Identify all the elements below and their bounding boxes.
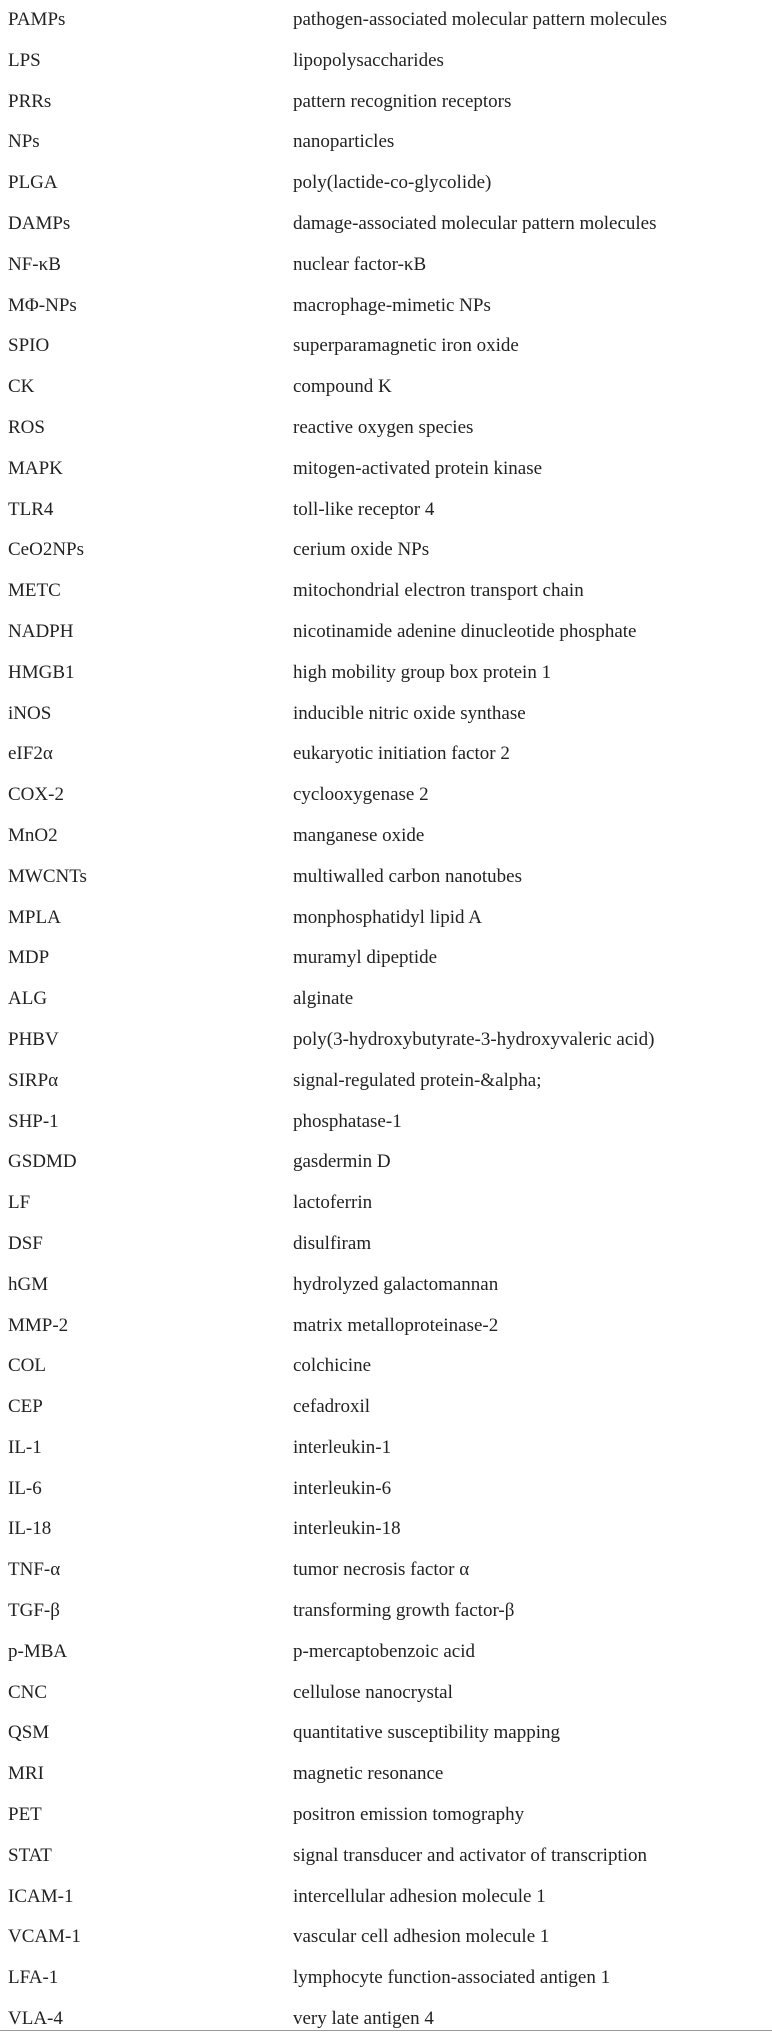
abbreviation-cell: eIF2α [8,743,53,765]
abbreviation-cell: TGF-β [8,1600,60,1622]
table-row [0,490,772,531]
definition-cell: interleukin-6 [293,1477,392,1499]
table-row [0,204,772,245]
definition-cell: interleukin-1 [293,1436,392,1458]
abbreviation-cell: PLGA [8,172,58,194]
definition-cell: nicotinamide adenine dinucleotide phosphate [293,620,637,642]
table-row [0,408,772,449]
abbreviation-cell: SPIO [8,335,50,357]
definition-cell: interleukin-18 [293,1518,401,1540]
table-row [0,449,772,490]
abbreviation-cell: SHP-1 [8,1110,59,1132]
definition-cell: signal transducer and activator of transcription [293,1844,648,1866]
definition-cell: manganese oxide [293,824,425,846]
table-row [0,1632,772,1673]
definition-cell: monphosphatidyl lipid A [293,906,482,928]
table-row [0,1224,772,1265]
definition-cell: macrophage-mimetic NPs [293,294,491,316]
abbreviation-cell: CeO2NPs [8,539,85,561]
definition-cell: quantitative susceptibility mapping [293,1722,561,1744]
abbreviation-cell: LF [8,1192,31,1214]
definition-cell: lipopolysaccharides [293,49,444,71]
table-row [0,82,772,123]
definition-cell: hydrolyzed galactomannan [293,1273,499,1295]
definition-cell: toll-like receptor 4 [293,498,435,520]
table-row [0,286,772,327]
abbreviation-cell: MΦ-NPs [8,294,77,316]
definition-cell: pathogen-associated molecular pattern molecules [293,9,668,30]
abbreviation-cell: ALG [8,988,48,1010]
table-row [0,1754,772,1795]
table-row [0,1142,772,1183]
table-row [0,1673,772,1714]
definition-cell: nuclear factor-κB [293,253,427,275]
table-row [0,1713,772,1754]
definition-cell: poly(lactide-co-glycolide) [293,172,492,194]
abbreviation-cell: METC [8,580,61,602]
table-row [0,1509,772,1550]
table-row [0,1999,772,2040]
abbreviation-cell: QSM [8,1722,50,1744]
abbreviation-cell: PET [8,1804,42,1826]
abbreviation-cell: ICAM-1 [8,1885,74,1907]
table-row [0,694,772,735]
abbreviation-cell: iNOS [8,702,52,724]
table-row [0,1183,772,1224]
definition-cell: phosphatase-1 [293,1110,402,1132]
table-row [0,653,772,694]
table-row [0,1836,772,1877]
definition-cell: cellulose nanocrystal [293,1681,453,1703]
abbreviation-cell: NADPH [8,620,74,642]
abbreviation-cell: GSDMD [8,1151,77,1173]
table-row [0,571,772,612]
definition-cell: high mobility group box protein 1 [293,661,552,683]
abbreviation-cell: NF-κB [8,253,61,275]
abbreviation-cell: MRI [8,1763,44,1785]
table-bottom-rule [0,2030,772,2031]
abbreviation-cell: TNF-α [8,1559,61,1581]
table-row [0,775,772,816]
table-row [0,1469,772,1510]
abbreviation-cell: NPs [8,131,40,153]
definition-cell: matrix metalloproteinase-2 [293,1314,499,1336]
definition-cell: superparamagnetic iron oxide [293,335,519,357]
definition-cell: multiwalled carbon nanotubes [293,865,522,887]
abbreviation-cell: PHBV [8,1028,59,1050]
definition-cell: compound K [293,376,392,398]
definition-cell: gasdermin D [293,1151,391,1173]
abbreviation-cell: IL-1 [8,1436,42,1458]
table-row [0,1795,772,1836]
abbreviation-cell: PAMPs [8,9,66,30]
abbreviation-cell: p-MBA [8,1640,68,1662]
definition-cell: reactive oxygen species [293,416,474,438]
table-row [0,1387,772,1428]
definition-cell: eukaryotic initiation factor 2 [293,743,510,765]
table-row [0,245,772,286]
definition-cell: cyclooxygenase 2 [293,784,429,806]
abbreviation-cell: SIRPα [8,1069,59,1091]
definition-cell: nanoparticles [293,131,395,153]
definition-cell: colchicine [293,1355,372,1377]
definition-cell: p-mercaptobenzoic acid [293,1640,475,1662]
abbreviation-cell: PRRs [8,90,52,112]
table-row [0,1877,772,1918]
definition-cell: alginate [293,988,354,1010]
table-row [0,0,772,41]
definition-cell: pattern recognition receptors [293,90,512,112]
table-row [0,1428,772,1469]
abbreviation-cell: COX-2 [8,784,64,806]
table-row [0,1265,772,1306]
definition-cell: damage-associated molecular pattern molecules [293,212,657,234]
table-row [0,1550,772,1591]
definition-cell: vascular cell adhesion molecule 1 [293,1926,550,1948]
definition-cell: transforming growth factor-β [293,1600,515,1622]
table-row [0,1061,772,1102]
table-row [0,163,772,204]
definition-cell: poly(3-hydroxybutyrate-3-hydroxyvaleric acid) [293,1028,655,1050]
table-row [0,857,772,898]
definition-cell: inducible nitric oxide synthase [293,702,526,724]
table-row [0,41,772,82]
abbreviation-cell: DAMPs [8,212,71,234]
abbreviation-cell: STAT [8,1844,52,1866]
definition-cell: magnetic resonance [293,1763,444,1785]
table-row [0,1346,772,1387]
definition-cell: intercellular adhesion molecule 1 [293,1885,546,1907]
abbreviation-cell: MWCNTs [8,865,87,887]
abbreviation-cell: MnO2 [8,824,58,846]
definition-cell: positron emission tomography [293,1804,525,1826]
definition-cell: tumor necrosis factor α [293,1559,470,1581]
table-row [0,1020,772,1061]
table-row [0,326,772,367]
abbreviation-cell: hGM [8,1273,49,1295]
abbreviation-cell: TLR4 [8,498,54,520]
table-row [0,1102,772,1143]
table-row [0,1306,772,1347]
table-row [0,938,772,979]
table-row [0,1958,772,1999]
abbreviation-cell: CEP [8,1396,43,1418]
definition-cell: lactoferrin [293,1192,373,1214]
definition-cell: muramyl dipeptide [293,947,438,969]
abbreviation-cell: VLA-4 [8,2008,63,2030]
definition-cell: lymphocyte function-associated antigen 1 [293,1967,611,1989]
abbreviation-cell: MMP-2 [8,1314,69,1336]
definition-cell: mitogen-activated protein kinase [293,457,543,479]
abbreviation-cell: CK [8,376,35,398]
abbreviation-cell: MPLA [8,906,61,928]
definition-cell: very late antigen 4 [293,2008,434,2030]
definition-cell: mitochondrial electron transport chain [293,580,584,602]
abbreviation-cell: VCAM-1 [8,1926,81,1948]
table-row [0,122,772,163]
definition-cell: signal-regulated protein-&alpha; [293,1069,542,1091]
abbreviation-cell: DSF [8,1232,43,1254]
definition-cell: disulfiram [293,1232,372,1254]
table-row [0,816,772,857]
abbreviation-cell: IL-6 [8,1477,42,1499]
table-row [0,734,772,775]
abbreviation-cell: ROS [8,416,45,438]
abbreviation-cell: CNC [8,1681,48,1703]
table-row [0,612,772,653]
abbreviation-cell: LPS [8,49,41,71]
abbreviation-cell: MAPK [8,457,63,479]
abbreviation-cell: IL-18 [8,1518,52,1540]
abbreviation-cell: HMGB1 [8,661,75,683]
table-row [0,979,772,1020]
definition-cell: cerium oxide NPs [293,539,430,561]
table-row [0,530,772,571]
abbreviation-cell: COL [8,1355,46,1377]
table-row [0,367,772,408]
table-row [0,1917,772,1958]
abbreviation-cell: MDP [8,947,50,969]
definition-cell: cefadroxil [293,1396,371,1418]
table-row [0,898,772,939]
abbreviation-cell: LFA-1 [8,1967,59,1989]
table-row [0,1591,772,1632]
